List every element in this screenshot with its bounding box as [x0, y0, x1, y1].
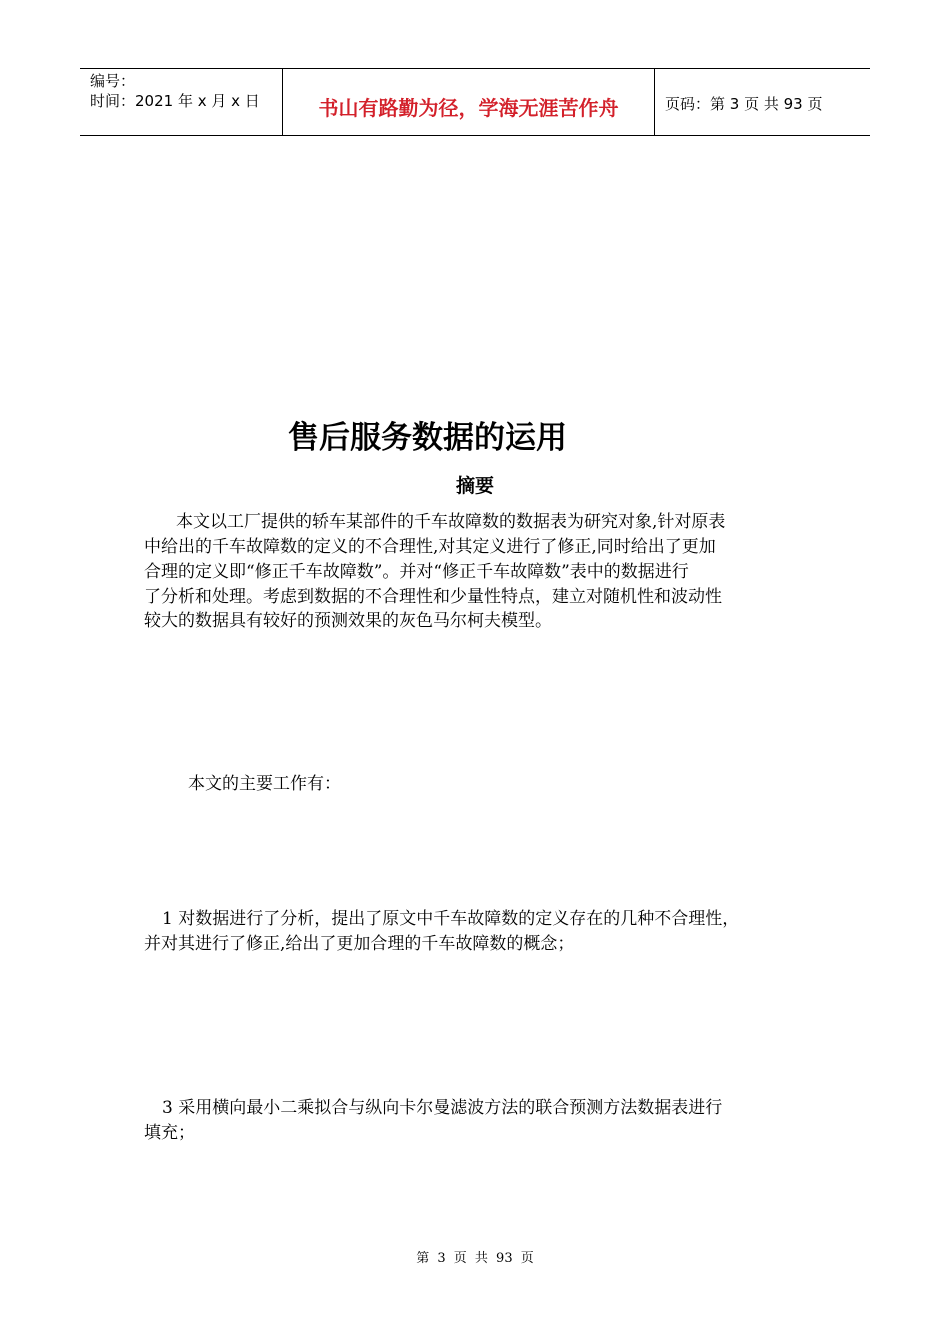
header-motto: 书山有路勤为径，学海无涯苦作舟 [318, 96, 619, 120]
abstract-heading: 摘要 [455, 475, 494, 497]
work-item-1-line: 并对其进行了修正,给出了更加合理的千车故障数的概念； [144, 934, 575, 954]
abstract-line: 了分析和处理。考虑到数据的不合理性和少量性特点，建立对随机性和波动性 [144, 587, 722, 607]
abstract-line: 本文以工厂提供的轿车某部件的千车故障数的数据表为研究对象,针对原表 [176, 512, 726, 532]
page-header [80, 68, 870, 136]
header-right-cell [655, 69, 870, 135]
header-middle-cell [282, 69, 655, 135]
main-work-intro: 本文的主要工作有： [188, 774, 341, 794]
page-footer: 第 3 页 共 93 页 [416, 1251, 534, 1266]
abstract-line: 中给出的千车故障数的定义的不合理性,对其定义进行了修正,同时给出了更加 [144, 537, 716, 557]
work-item-1-line: 1 对数据进行了分析，提出了原文中千车故障数的定义存在的几种不合理性， [162, 909, 740, 929]
work-item-3-line: 3 采用横向最小二乘拟合与纵向卡尔曼滤波方法的联合预测方法数据表进行 [162, 1098, 723, 1118]
header-left-cell [80, 69, 282, 135]
document-time-label: 时间：2021 年 x 月 x 日 [90, 92, 260, 110]
header-page-label: 页码：第 3 页 共 93 页 [665, 95, 823, 113]
work-item-3-line: 填充； [144, 1123, 195, 1143]
document-number-label: 编号： [90, 72, 136, 90]
abstract-line: 合理的定义即“修正千车故障数”。并对“修正千车故障数”表中的数据进行 [144, 562, 689, 582]
abstract-line: 较大的数据具有较好的预测效果的灰色马尔柯夫模型。 [144, 611, 552, 631]
document-title: 售后服务数据的运用 [288, 420, 567, 456]
